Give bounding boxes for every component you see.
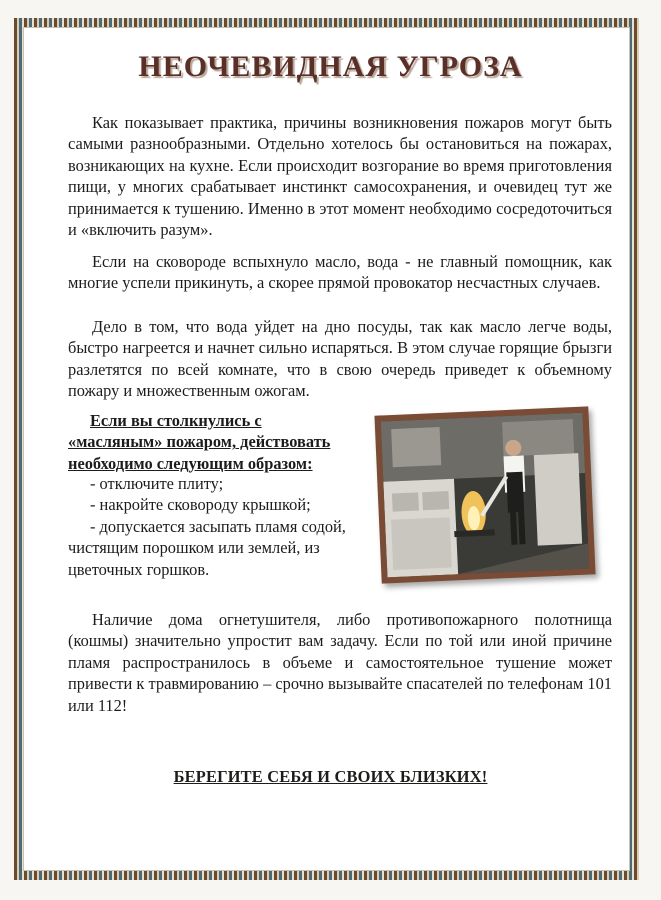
instructions-heading-line: «масляным» пожаром, действовать (68, 432, 331, 452)
page-title: НЕОЧЕВИДНАЯ УГРОЗА (138, 50, 523, 83)
extinguisher-paragraph: Наличие дома огнетушителя, либо противопожарного полотнища (кошмы) значительно упростит вам задачу. Если по той или иной причине пламя распространилось в объеме и самостоятельное тушение может привести к травмированию – срочно вызывайте спасателей по телефонам 101 или 112! (68, 610, 612, 715)
instructions-list (68, 473, 368, 580)
instructions-heading-line: необходимо следующим образом: (68, 453, 313, 473)
kitchen-fire-illustration (381, 413, 590, 578)
oil-paragraph: Если на сковороде вспыхнуло масло, вода - не главный помощник, как многие успели прикинуть, а скорее прямой провокатор несчастных случаев. (68, 252, 612, 293)
list-item: - отключите плиту; (90, 474, 224, 493)
intro-paragraph: Как показывает практика, причины возникновения пожаров могут быть самыми разнообразными. Отдельно хотелось бы остановиться на пожарах, возникающих на кухне. Если происходит возгорание во время приготовления пищи, у многих срабатывает инстинкт самосохранения, и очевидец тут же принимается к тушению. Именно в этот момент необходимо сосредоточиться и «включить разум». (68, 113, 612, 240)
list-item: - накройте сковороду крышкой; (90, 495, 311, 515)
closing-slogan: БЕРЕГИТЕ СЕБЯ И СВОИХ БЛИЗКИХ! (173, 767, 488, 786)
kitchen-fire-photo (374, 406, 595, 583)
instructions-heading (68, 410, 368, 474)
instructions-heading-line: Если вы столкнулись с (90, 411, 262, 430)
water-paragraph: Дело в том, что вода уйдет на дно посуды, так как масло легче воды, быстро нагреется и начнет сильно испаряться. В этом случае горящие брызги разлетятся по всей комнате, что в свою очередь приведет к объемному пожару и множественным ожогам. (68, 317, 612, 401)
list-item: - допускается засыпать пламя содой, чистящим порошком или землей, из цветочных горшков. (68, 516, 346, 579)
